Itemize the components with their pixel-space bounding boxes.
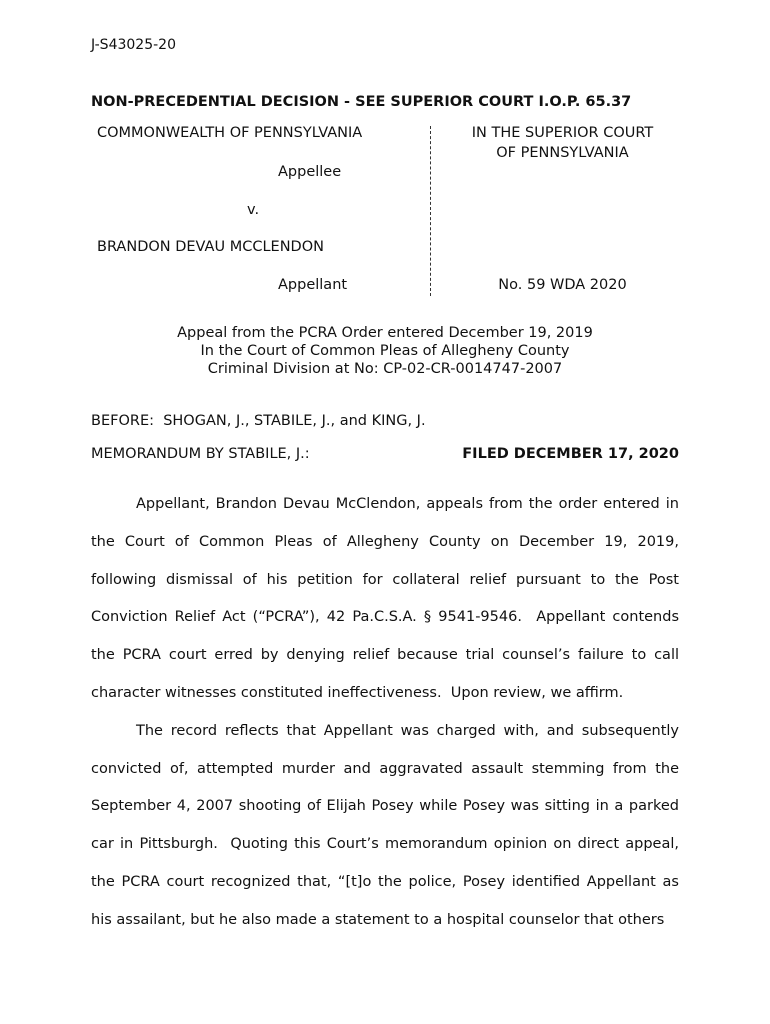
non-precedential-banner: NON-PRECEDENTIAL DECISION - SEE SUPERIOR COURT I.O.P. 65.37	[91, 94, 632, 110]
court-name-line2: OF PENNSYLVANIA	[496, 145, 629, 161]
caption-divider	[430, 126, 431, 296]
plaintiff-role: Appellee	[278, 164, 342, 180]
plaintiff-name: COMMONWEALTH OF PENNSYLVANIA	[97, 125, 363, 141]
filed-date: FILED DECEMBER 17, 2020	[462, 446, 679, 462]
case-number: No. 59 WDA 2020	[498, 277, 627, 293]
appeal-info	[91, 324, 679, 378]
opinion-body	[91, 486, 679, 940]
panel-judges: BEFORE: SHOGAN, J., STABILE, J., and KING, J.	[91, 413, 426, 429]
appeal-line: Appeal from the PCRA Order entered December 19, 2019	[177, 325, 593, 341]
court-name-line1: IN THE SUPERIOR COURT	[471, 125, 654, 141]
memorandum-author: MEMORANDUM BY STABILE, J.:	[91, 446, 310, 462]
defendant-role: Appellant	[278, 277, 348, 293]
docket-number: J-S43025-20	[91, 37, 176, 53]
appeal-line: Criminal Division at No: CP-02-CR-0014747-2007	[207, 361, 563, 377]
versus: v.	[247, 202, 260, 218]
appeal-line: In the Court of Common Pleas of Allegheny County	[200, 343, 570, 359]
defendant-name: BRANDON DEVAU MCCLENDON	[97, 239, 324, 255]
paragraph: Appellant, Brandon Devau McClendon, appeals from the order entered in the Court of Common Pleas of Allegheny County on December 19, 2019, following dismissal of his petition for collateral relief pursuant to the Post Conviction Relief Act (“PCRA”), 42 Pa.C.S.A. § 9541-9546. Appellant contends the PCRA court erred by denying relief because trial counsel’s failure to call character witnesses constituted ineffectiveness. Upon review, we affirm.	[91, 496, 679, 701]
paragraph: The record reflects that Appellant was charged with, and subsequently convicted of, attempted murder and aggravated assault stemming from the September 4, 2007 shooting of Elijah Posey while Posey was sitting in a parked car in Pittsburgh. Quoting this Court’s memorandum opinion on direct appeal, the PCRA court recognized that, “[t]o the police, Posey identified Appellant as his assailant, but he also made a statement to a hospital counselor that others	[91, 722, 679, 928]
